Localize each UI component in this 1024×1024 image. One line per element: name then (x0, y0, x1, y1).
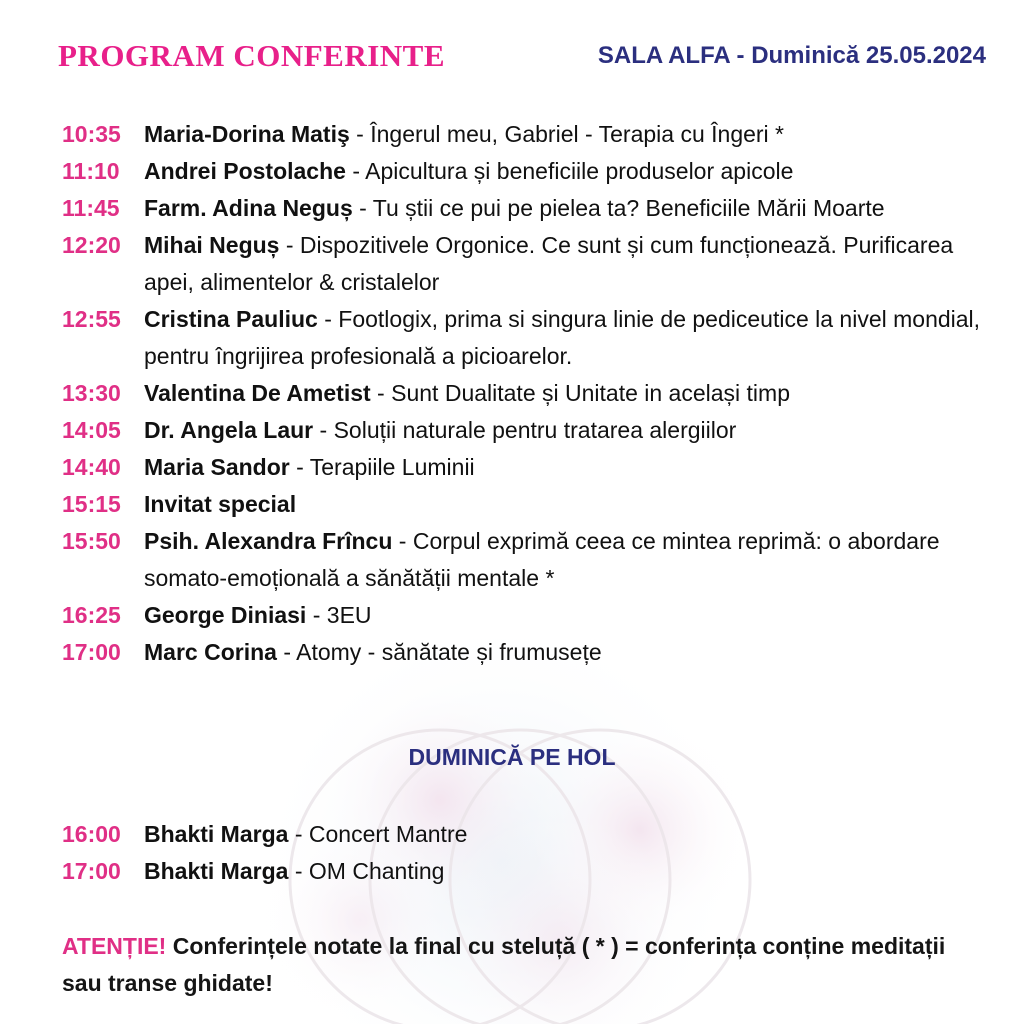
session-title: Sunt Dualitate și Unitate in același timp (391, 380, 790, 406)
separator-dash: - (306, 602, 327, 628)
speaker-name: Bhakti Marga (144, 858, 289, 884)
session-time: 11:45 (62, 195, 120, 221)
speaker-name: Valentina De Ametist (144, 380, 371, 406)
session-line (144, 375, 982, 412)
session-title: Dispozitivele Orgonice. Ce sunt și cum funcționează. Purificarea apei, alimentelor & cristalelor (144, 232, 954, 295)
separator-dash: - (392, 528, 413, 554)
separator-dash: - (370, 380, 392, 406)
session-line (144, 116, 982, 153)
session-title: 3EU (326, 602, 372, 628)
separator-dash: - (289, 454, 310, 480)
session-title: Concert Mantre (308, 821, 468, 847)
notice-text: Conferințele notate la final cu steluță ( * ) = conferința conține meditații sau transe ghidate! (62, 933, 946, 996)
speaker-name: Andrei Postolache (144, 158, 346, 184)
session-time: 15:15 (62, 491, 121, 517)
speaker-name: Psih. Alexandra Frîncu (144, 528, 393, 554)
session-line (144, 634, 982, 671)
session-time: 14:40 (62, 454, 121, 480)
hall-section-heading: DUMINICĂ PE HOL (408, 744, 616, 770)
session-line (144, 486, 982, 523)
session-time: 12:20 (62, 232, 121, 258)
session-time: 17:00 (62, 639, 121, 665)
session-time: 15:50 (62, 528, 121, 554)
separator-dash: - (288, 858, 309, 884)
schedule-list (62, 116, 982, 671)
schedule-row (62, 449, 982, 486)
speaker-name: Invitat special (144, 491, 297, 517)
schedule-row (62, 523, 982, 597)
session-title: OM Chanting (308, 858, 445, 884)
session-title: Footlogix, prima si singura linie de pediceutice la nivel mondial, pentru îngrijirea profesională a picioarelor. (144, 306, 981, 369)
session-time: 16:25 (62, 602, 121, 628)
session-line (144, 190, 982, 227)
session-line (144, 597, 982, 634)
session-title: Îngerul meu, Gabriel - Terapia cu Îngeri * (370, 121, 785, 147)
schedule-row (62, 375, 982, 412)
session-line (144, 153, 982, 190)
session-time: 14:05 (62, 417, 121, 443)
separator-dash: - (352, 195, 373, 221)
session-title: Tu știi ce pui pe pielea ta? Beneficiile Mării Moarte (372, 195, 885, 221)
speaker-name: Mihai Neguș (144, 232, 280, 258)
speaker-name: Bhakti Marga (144, 821, 289, 847)
speaker-name: Dr. Angela Laur (144, 417, 314, 443)
separator-dash: - (317, 306, 339, 332)
schedule-row (62, 227, 982, 301)
room-and-date: SALA ALFA - Duminică 25.05.2024 (597, 42, 986, 69)
session-line (144, 301, 982, 375)
separator-dash: - (313, 417, 334, 443)
speaker-name: Maria-Dorina Matiş (144, 121, 350, 147)
session-title: Corpul exprimă ceea ce mintea reprimă: o abordare somato-emoțională a sănătății mentale * (144, 528, 940, 591)
separator-dash: - (345, 158, 366, 184)
session-time: 16:00 (62, 821, 121, 847)
notice (62, 928, 962, 1002)
page-title: PROGRAM CONFERINTE (58, 38, 446, 73)
session-line (144, 412, 982, 449)
schedule-row (62, 116, 982, 153)
schedule-row (62, 190, 982, 227)
session-time: 10:35 (62, 121, 121, 147)
notice-label: ATENȚIE! (62, 933, 167, 959)
speaker-name: Farm. Adina Neguș (144, 195, 353, 221)
session-title: Apicultura și beneficiile produselor apicole (365, 158, 794, 184)
schedule-row (62, 816, 982, 853)
session-line (144, 449, 982, 486)
session-time: 13:30 (62, 380, 121, 406)
session-time: 12:55 (62, 306, 121, 332)
session-title: Soluții naturale pentru tratarea alergiilor (333, 417, 737, 443)
schedule-row (62, 412, 982, 449)
schedule-row (62, 153, 982, 190)
hall-schedule-list (62, 816, 982, 890)
session-time: 17:00 (62, 858, 121, 884)
schedule-row (62, 853, 982, 890)
schedule-row (62, 597, 982, 634)
separator-dash: - (349, 121, 371, 147)
speaker-name: Maria Sandor (144, 454, 290, 480)
session-line (144, 816, 982, 853)
session-line (144, 523, 982, 597)
speaker-name: Cristina Pauliuc (144, 306, 318, 332)
schedule-row (62, 301, 982, 375)
schedule-row (62, 634, 982, 671)
separator-dash: - (288, 821, 309, 847)
session-line (144, 853, 982, 890)
session-title: Terapiile Luminii (309, 454, 475, 480)
session-title: Atomy - sănătate și frumusețe (296, 639, 602, 665)
session-line (144, 227, 982, 301)
schedule-row (62, 486, 982, 523)
speaker-name: George Diniasi (144, 602, 307, 628)
separator-dash: - (276, 639, 297, 665)
separator-dash: - (279, 232, 300, 258)
speaker-name: Marc Corina (144, 639, 277, 665)
session-time: 11:10 (62, 158, 120, 184)
